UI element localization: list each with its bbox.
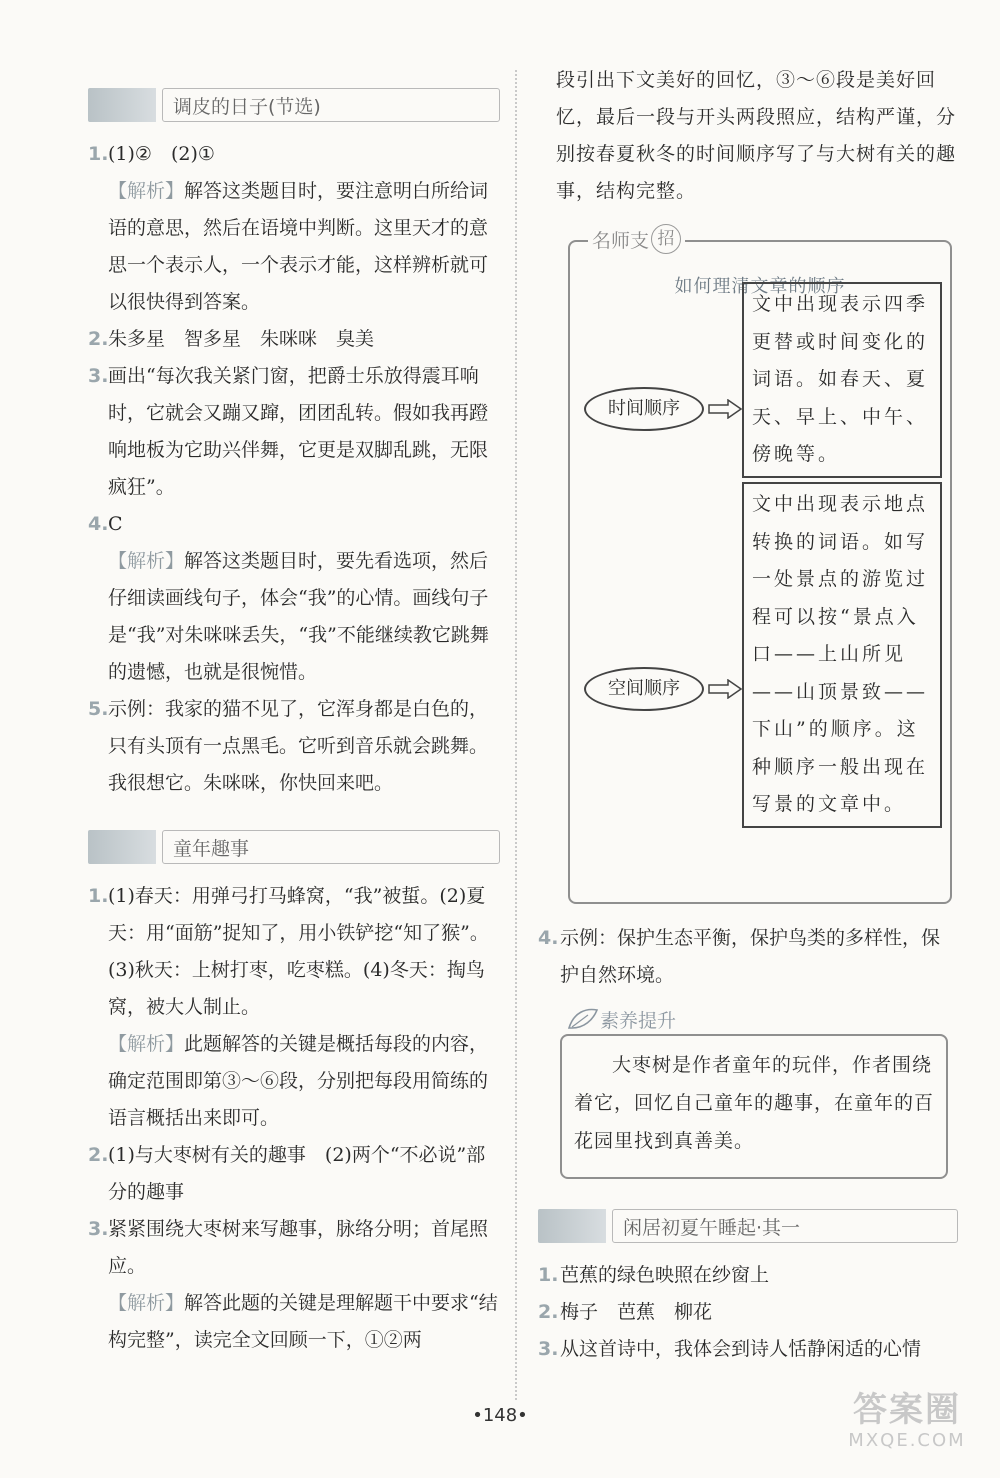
analysis-text: 解答此题的关键是理解题干中要求“结构完整”，读完全文回顾一下，①②两 — [108, 1292, 498, 1351]
teacher-tip-box — [568, 229, 952, 904]
item-number: 2. — [88, 328, 109, 350]
answer-item — [88, 1211, 500, 1285]
page-number: •148• — [472, 1405, 528, 1426]
answer-text: 示例：保护生态平衡，保护鸟类的多样性，保护自然环境。 — [560, 927, 941, 986]
analysis — [88, 543, 500, 691]
answer-item — [88, 506, 500, 543]
left-column — [88, 88, 500, 1359]
answer-text: 示例：我家的猫不见了，它浑身都是白色的，只有头顶有一点黑毛。它听到音乐就会跳舞。我很想它。朱咪咪，你快回来吧。 — [108, 698, 489, 794]
item-number: 4. — [88, 513, 109, 535]
suyang-title: 素养提升 — [600, 1009, 677, 1032]
analysis-tag: 【解析】 — [108, 180, 185, 202]
section-title: 童年趣事 — [162, 830, 500, 864]
watermark — [832, 1390, 982, 1450]
tip-title — [588, 224, 685, 254]
answer-text: 画出“每次我关紧门窗，把爵士乐放得震耳响时，它就会又蹦又蹿，团团乱转。假如我再蹬响地板为它助兴伴舞，它更是双脚乱跳，无限疯狂”。 — [108, 365, 489, 498]
analysis — [88, 1285, 500, 1359]
tip-badge: 招 — [651, 224, 681, 254]
continued-analysis: 段引出下文美好的回忆，③～⑥段是美好回忆，最后一段与开头两段照应，结构严谨，分别按春夏秋冬的时间顺序写了与大树有关的趣事，结构完整。 — [556, 69, 957, 202]
answer-item — [88, 321, 500, 358]
watermark-logo-text: 答案圈 — [853, 1390, 961, 1430]
answer-text: 紧紧围绕大枣树来写趣事，脉络分明；首尾照应。 — [108, 1218, 489, 1277]
tip-label: 名师支 — [592, 229, 650, 252]
answer-text: (1)与大枣树有关的趣事 (2)两个“不必说”部分的趣事 — [108, 1144, 486, 1203]
answer-item — [88, 1137, 500, 1211]
analysis — [88, 173, 500, 321]
tip-subtitle: 如何理清文章的顺序 — [674, 276, 846, 297]
analysis-tag: 【解析】 — [108, 1033, 185, 1055]
suyang-box — [560, 1034, 948, 1179]
item-number: 3. — [88, 1218, 109, 1240]
analysis-text: 解答这类题目时，要注意明白所给词语的意思，然后在语境中判断。这里天才的意思一个表示人，一个表示才能，这样辨析就可以很快得到答案。 — [108, 180, 489, 313]
arrow-right-icon — [708, 679, 742, 699]
answer-item — [88, 691, 500, 802]
analysis-tag: 【解析】 — [108, 1292, 185, 1314]
time-order-oval: 时间顺序 — [584, 387, 704, 431]
answer-item — [88, 136, 500, 173]
answer-text: (1)春天：用弹弓打马蜂窝，“我”被蜇。(2)夏天：用“面筋”捉知了，用小铁铲挖“知了猴”。 (3)秋天：上树打枣，吃枣糕。(4)冬天：掏鸟窝，被大人制止。 — [108, 885, 499, 1018]
column-divider — [515, 70, 517, 1400]
arrow-right-icon — [708, 399, 742, 419]
right-column — [538, 62, 958, 1368]
answer-item — [538, 1331, 958, 1368]
section-3 — [538, 1209, 958, 1368]
item-number: 3. — [88, 365, 109, 387]
item-number: 3. — [538, 1338, 559, 1360]
analysis — [88, 1026, 500, 1137]
item-number: 2. — [538, 1301, 559, 1323]
section-header-2 — [88, 830, 500, 864]
analysis-text: 解答这类题目时，要先看选项，然后仔细读画线句子，体会“我”的心情。画线句子是“我”对朱咪咪丢失，“我”不能继续教它跳舞的遗憾，也就是很惋惜。 — [108, 550, 489, 683]
analysis-text: 此题解答的关键是概括每段的内容，确定范围即第③～⑥段，分别把每段用简练的语言概括出来即可。 — [108, 1033, 489, 1129]
analysis-tag: 【解析】 — [108, 550, 185, 572]
section-tag — [88, 830, 156, 864]
suyang-label — [566, 1004, 958, 1034]
section-header-1 — [88, 88, 500, 122]
answer-item — [88, 878, 500, 1026]
space-order-oval: 空间顺序 — [584, 667, 704, 711]
answer-item — [538, 1294, 958, 1331]
leaf-icon — [566, 1006, 600, 1032]
suyang-text: 大枣树是作者童年的玩伴，作者围绕着它，回忆自己童年的趣事，在童年的百花园里找到真善美。 — [574, 1054, 935, 1152]
answer-text: 梅子 芭蕉 柳花 — [560, 1301, 713, 1323]
section-header-3 — [538, 1209, 958, 1243]
section-title: 调皮的日子(节选) — [162, 88, 500, 122]
space-order-box: 文中出现表示地点转换的词语。如写一处景点的游览过程可以按“景点入口——上山所见——山顶景致——下山”的顺序。这种顺序一般出现在写景的文章中。 — [742, 482, 942, 828]
item-number: 2. — [88, 1144, 109, 1166]
section-tag — [538, 1209, 606, 1243]
item-number: 1. — [538, 1264, 559, 1286]
item-number: 1. — [88, 885, 109, 907]
answer-item — [538, 920, 958, 994]
answer-item — [538, 1257, 958, 1294]
item-number: 4. — [538, 927, 559, 949]
answer-text: C — [108, 513, 123, 535]
answer-item — [88, 358, 500, 506]
answer-text: (1)② (2)① — [108, 143, 215, 165]
item-number: 5. — [88, 698, 109, 720]
item-number: 1. — [88, 143, 109, 165]
answer-text: 从这首诗中，我体会到诗人恬静闲适的心情 — [560, 1338, 922, 1360]
time-order-box: 文中出现表示四季更替或时间变化的词语。如春天、夏天、早上、中午、傍晚等。 — [742, 282, 942, 478]
section-title: 闲居初夏午睡起·其一 — [612, 1209, 958, 1243]
watermark-url: MXQE.COM — [848, 1430, 966, 1451]
answer-text: 朱多星 智多星 朱咪咪 臭美 — [108, 328, 375, 350]
section-tag — [88, 88, 156, 122]
answer-text: 芭蕉的绿色映照在纱窗上 — [560, 1264, 770, 1286]
